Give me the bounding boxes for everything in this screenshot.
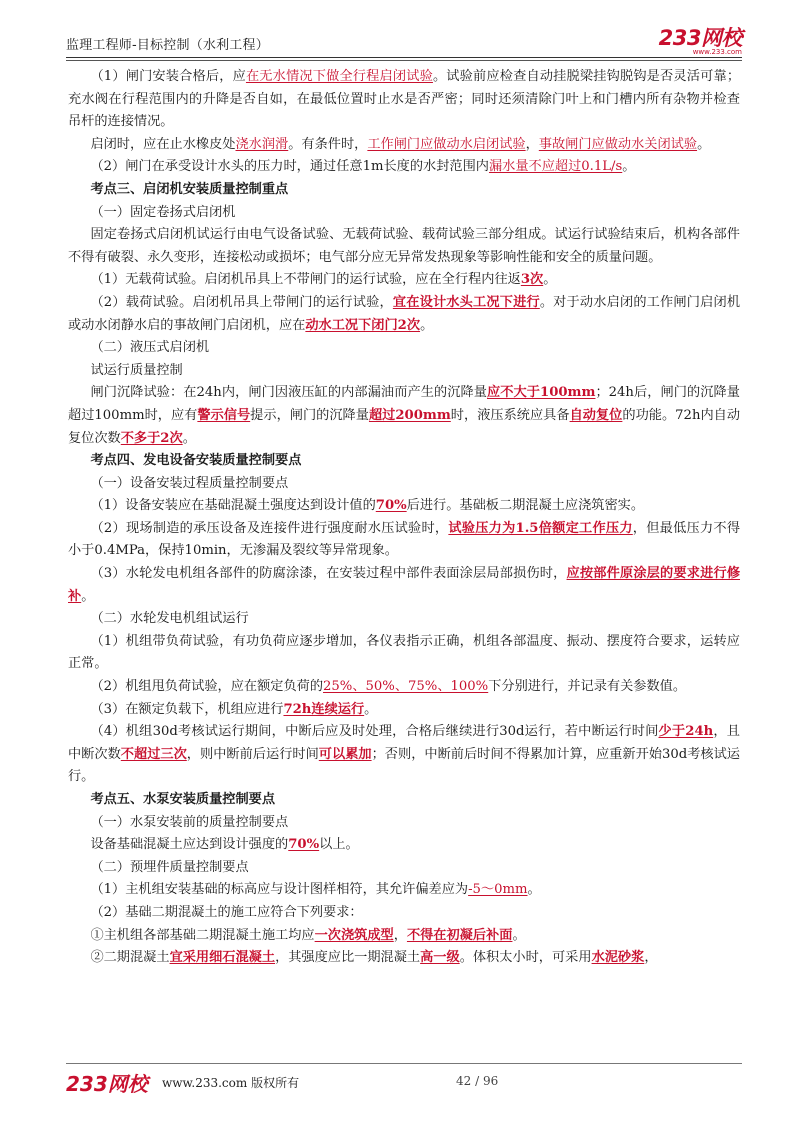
paragraph: （3）水轮发电机组各部件的防腐涂漆，在安装过程中部件表面涂层局部损伤时，应按部件原涂层的要求进行修补。 [68,566,741,604]
paragraph: ①主机组各部基础二期混凝土施工均应一次浇筑成型，不得在初凝后补面。 [90,927,526,943]
subsection-heading: （二）液压式启闭机 [90,340,210,356]
paragraph: （2）基础二期混凝土的施工应符合下列要求： [90,904,363,920]
section-heading: 考点五、水泵安装质量控制要点 [90,792,276,807]
key-point: 自动复位 [569,407,623,423]
subsection-heading: 试运行质量控制 [90,362,183,378]
key-point: 警示信号 [197,407,251,423]
key-point: 可以累加 [318,746,372,762]
document-body [68,66,740,970]
key-point: 水泥砂浆 [591,950,645,966]
key-point: 一次浇筑成型 [314,927,394,943]
key-point: 高一级 [420,950,460,966]
key-point: 少于24h [658,724,714,740]
key-point: 72h连续运行 [283,701,365,717]
key-point: 25%、50%、75%、100% [323,679,489,695]
key-point: 应不大于100mm [487,385,596,401]
section-heading: 考点三、启闭机安装质量控制重点 [90,181,289,197]
paragraph: 设备基础混凝土应达到设计强度的70%以上。 [90,837,359,853]
key-point: 3次 [520,272,544,288]
paragraph: （4）机组30d考核试运行期间，中断后应及时处理，合格后继续进行30d运行，若中断运行时间少于24h，且中断次数不超过三次，则中断前后运行时间可以累加；否则，中断前后时间不得累加计算，应重新开始30d考核试运行。 [68,724,740,785]
key-point: 在无水情况下做全行程启闭试验 [245,69,433,84]
key-point: 漏水量不应超过0.1L/s [488,159,623,175]
subsection-heading: （一）水泵安装前的质量控制要点 [90,814,289,830]
paragraph: （2）现场制造的承压设备及连接件进行强度耐水压试验时，试验压力为1.5倍额定工作压力，但最低压力不得小于0.4MPa，保持10min，无渗漏及裂纹等异常现象。 [68,520,741,559]
key-point: 宜采用细石混凝土 [169,950,276,966]
page-header [66,28,742,56]
document-title: 监理工程师-目标控制（水利工程） [66,38,269,53]
subsection-heading: （二）预埋件质量控制要点 [90,859,249,875]
subsection-heading: （二）水轮发电机组试运行 [90,611,249,627]
paragraph: （1）闸门安装合格后，应在无水情况下做全行程启闭试验。试验前应检查自动挂脱梁挂钩脱钩是否灵活可靠；充水阀在行程范围内的升降是否自如，在最低位置时止水是否严密；同时还须清除门叶上和门槽内所有杂物并检查吊杆的连接情况。 [68,69,741,130]
paragraph: （1）设备安装应在基础混凝土强度达到设计值的70%后进行。基础板二期混凝土应浇筑密实。 [90,498,645,514]
footer-logo[interactable]: 233网校 [66,1072,148,1096]
paragraph: （2）闸门在承受设计水头的压力时，通过任意1m长度的水封范围内漏水量不应超过0.1L/s。 [90,159,636,175]
key-point: 浇水润滑 [235,136,289,152]
section-heading: 考点四、发电设备安装质量控制要点 [90,453,302,469]
footer-divider [66,1063,742,1064]
paragraph: （2）载荷试验。启闭机吊具上带闸门的运行试验，宜在设计水头工况下进行。对于动水启闭的工作闸门启闭机或动水闭静水启的事故闸门启闭机，应在动水工况下闭门2次。 [68,294,741,333]
key-point: 70% [375,498,407,514]
logo-wordmark: 233网校 [658,26,742,50]
key-point: 试验压力为1.5倍额定工作压力 [448,520,633,536]
paragraph: （1）机组带负荷试验，有功负荷应逐步增加，各仪表指示正确，机组各部温度、振动、摆度符合要求，运转应正常。 [68,633,740,672]
key-point: 事故闸门应做动水关闭试验 [538,136,698,152]
copyright-text: www.233.com 版权所有 [162,1076,300,1090]
header-divider-thin [66,60,742,61]
paragraph: （1）无载荷试验。启闭机吊具上不带闸门的运行试验，应在全行程内往返3次。 [90,272,557,288]
paragraph: 固定卷扬式启闭机试运行由电气设备试验、无载荷试验、载荷试验三部分组成。试运行试验结束后，机构各部件不得有破裂、永久变形，连接松动或损坏；电气部分应无异常发热现象等影响性能和安全的质量问题。 [68,227,740,265]
subsection-heading: （一）固定卷扬式启闭机 [90,204,236,220]
key-point: 超过200mm [368,407,451,423]
key-point: 动水工况下闭门2次 [305,317,421,333]
paragraph: ②二期混凝土宜采用细石混凝土，其强度应比一期混凝土高一级。体积太小时，可采用水泥砂浆， [90,950,658,966]
page-footer [66,1068,742,1094]
paragraph: （3）在额定负载下，机组应进行72h连续运行。 [90,701,378,717]
paragraph: 闸门沉降试验：在24h内，闸门因液压缸的内部漏油而产生的沉降量应不大于100mm；24h后，闸门的沉降量超过100mm时，应有警示信号提示，闸门的沉降量超过200mm时，液压系统应具备自动复位的功能。72h内自动复位次数不多于2次。 [68,385,741,446]
key-point: 宜在设计水头工况下进行 [392,294,540,310]
key-point: 工作闸门应做动水启闭试验 [367,136,526,152]
key-point: 不超过三次 [120,746,187,762]
subsection-heading: （一）设备安装过程质量控制要点 [90,475,289,491]
key-point: 不多于2次 [120,430,183,446]
key-point: 应按部件原涂层的要求进行修补 [68,566,741,604]
page-number: 42 / 96 [456,1074,499,1088]
brand-logo[interactable] [659,28,742,56]
paragraph: （1）主机组安装基础的标高应与设计图样相符，其允许偏差应为-5～0mm。 [90,882,541,898]
key-point: 70% [288,837,320,853]
logo-url: www.233.com [692,48,742,56]
key-point: -5～0mm [468,882,528,898]
paragraph: 启闭时，应在止水橡皮处浇水润滑。有条件时，工作闸门应做动水启闭试验，事故闸门应做动水关闭试验。 [90,136,711,152]
paragraph: （2）机组甩负荷试验，应在额定负荷的25%、50%、75%、100%下分别进行，并记录有关参数值。 [90,679,687,695]
key-point: 不得在初凝后补面 [406,927,513,943]
header-divider [66,57,742,58]
